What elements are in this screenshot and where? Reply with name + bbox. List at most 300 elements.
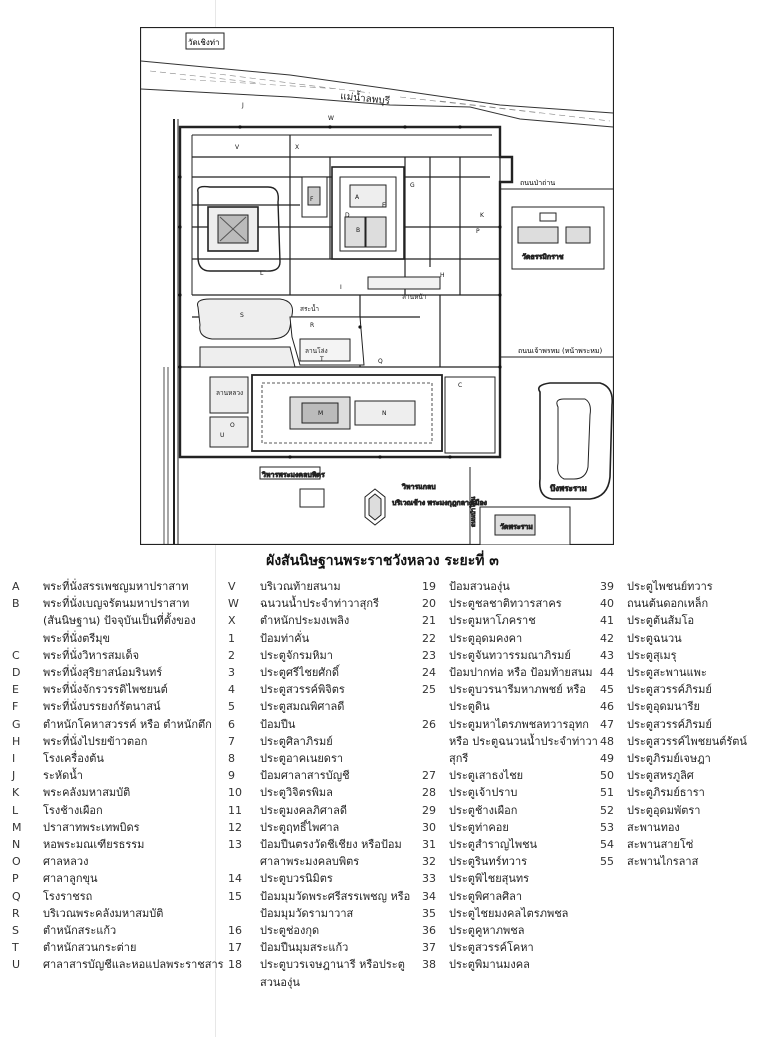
legend-item	[228, 630, 410, 647]
legend-text: ป้อมปืนตรงวัดชีเชียง หรือป้อม	[260, 838, 402, 852]
legend-text: ระหัดน้ำ	[43, 769, 83, 783]
legend-text: ประตูสวรรค์ภิรมย์	[627, 683, 712, 697]
south-enclosure	[210, 375, 495, 453]
marker-A: A	[355, 194, 360, 201]
legend-code: 7	[228, 734, 235, 748]
legend-item	[422, 870, 598, 887]
legend-item	[422, 922, 598, 939]
legend-column-1	[12, 578, 224, 974]
legend-text: ประตูบวรนารีมหาภพชย์ หรือ	[449, 683, 586, 697]
legend-item	[12, 733, 224, 750]
legend-text: ศาลาลูกขุน	[43, 872, 98, 886]
legend-code: Q	[12, 889, 21, 903]
legend-item	[228, 664, 410, 681]
legend-text: ประตูสุเมรุ	[627, 648, 677, 662]
legend-text: ประตูมงคลภิศาลดี	[260, 803, 347, 817]
marker-S: S	[240, 312, 244, 319]
wat-phra-ram-label: วัดพระราม	[500, 523, 533, 531]
marker-C: C	[458, 382, 463, 389]
legend-text: ประตูสวรรค์พิจิตร	[260, 683, 345, 697]
legend-code: 23	[422, 648, 436, 662]
legend-item-continuation	[228, 974, 410, 991]
legend-code: 22	[422, 631, 436, 645]
marker-N: N	[382, 410, 387, 417]
legend-text: ประตูจักรมหิมา	[260, 648, 333, 662]
legend-code: K	[12, 786, 20, 800]
legend-code	[228, 853, 260, 870]
legend-text: ประตูอุดมพัตรา	[627, 803, 701, 817]
legend-item	[12, 698, 224, 715]
legend-text: สะพานสายโซ่	[627, 838, 694, 852]
legend-text: พระที่นั่งวิหารสมเด็จ	[43, 648, 140, 662]
legend-text: ประตูช้างเผือก	[449, 803, 518, 817]
marker-Q: Q	[378, 358, 383, 365]
legend-code: 45	[600, 683, 614, 697]
legend-text: ประตูสหรภูลิศ	[627, 769, 694, 783]
legend-text: ถนนต้นดอกเหล็ก	[627, 597, 709, 611]
legend-item	[228, 956, 410, 973]
marker-P: P	[476, 228, 480, 235]
area-label-3: ลานหลวง	[216, 389, 244, 397]
legend-item	[12, 681, 224, 698]
legend-text: ตำหนักสวนกระต่าย	[43, 941, 137, 955]
marker-G: G	[410, 182, 415, 189]
legend-item	[600, 578, 747, 595]
legend-code: F	[12, 700, 19, 714]
legend-text: ประตูไพชนย์ทวาร	[627, 580, 713, 593]
legend-item	[422, 836, 598, 853]
legend-text: บริเวณท้ายสนาม	[260, 580, 341, 593]
marker-I: I	[340, 284, 342, 291]
legend-code: C	[12, 648, 20, 662]
marker-V: V	[235, 144, 240, 151]
legend-text: พระที่นั่งตรีมุข	[43, 631, 111, 645]
legend-item	[12, 664, 224, 681]
legend-item	[228, 612, 410, 629]
legend-text: ประตูอาคเนยดรา	[260, 752, 344, 766]
legend-code: 34	[422, 889, 436, 903]
road-pa-tong-label: ถนนป่าโทน	[470, 496, 477, 527]
legend-code: 21	[422, 614, 436, 628]
legend-text: ประตูบวรนิมิตร	[260, 872, 333, 886]
legend-code: 24	[422, 666, 436, 680]
legend-item	[12, 750, 224, 767]
legend-code: X	[228, 614, 236, 628]
legend-text: พระที่นั่งไปรยข้าวตอก	[43, 734, 148, 748]
legend-item	[422, 630, 598, 647]
legend-code: 47	[600, 717, 614, 731]
legend-item	[600, 647, 747, 664]
legend-item	[422, 784, 598, 801]
legend-text: ประตูศิลาภิรมย์	[260, 734, 333, 748]
area-label-4: ลานหน้า	[402, 293, 427, 301]
legend-code: S	[12, 924, 19, 938]
legend-code: 15	[228, 889, 242, 903]
legend-item-continuation	[228, 905, 410, 922]
legend-item	[422, 716, 598, 733]
legend-item	[600, 612, 747, 629]
legend-text: ประตูพิศาลศิลา	[449, 889, 522, 903]
marker-W: W	[328, 115, 334, 122]
pond-south	[200, 347, 295, 367]
legend-text: พระที่นั่งจักรวรรดิไพชยนต์	[43, 683, 168, 697]
legend-text: ประตูฤทธิ์ไพศาล	[260, 820, 340, 834]
legend-item	[600, 630, 747, 647]
legend-text: หรือ ประตูฉนวนน้ำประจำท่าวา	[449, 734, 598, 748]
legend-code: 16	[228, 924, 242, 938]
marker-M: M	[318, 410, 324, 417]
legend-text: ป้อมปืน	[260, 717, 296, 731]
legend-item	[228, 939, 410, 956]
legend-text: ประตูฉนวน	[627, 631, 682, 645]
legend-item	[422, 612, 598, 629]
legend-code: 40	[600, 597, 614, 611]
area-label-2: ลานโล่ง	[305, 347, 328, 355]
legend-item	[12, 853, 224, 870]
legend-item	[600, 784, 747, 801]
legend-item	[12, 905, 224, 922]
legend-code	[228, 905, 260, 922]
legend-code: 42	[600, 631, 614, 645]
legend-code: 31	[422, 838, 436, 852]
legend-item	[422, 888, 598, 905]
marker-F: F	[310, 196, 314, 203]
legend-code: 36	[422, 924, 436, 938]
legend-item	[12, 956, 224, 973]
legend-text: พระที่นั่งบรรยงก์รัตนาสน์	[43, 700, 161, 714]
legend-code: 53	[600, 820, 614, 834]
legend-code: 41	[600, 614, 614, 628]
legend-code	[12, 630, 43, 647]
legend-text: ประตูพิไชยสุนทร	[449, 872, 530, 886]
legend-column-3	[422, 578, 598, 974]
marker-E: E	[382, 202, 386, 209]
legend-code: T	[12, 941, 19, 955]
legend-item	[422, 681, 598, 698]
legend-item	[422, 939, 598, 956]
legend-item	[600, 698, 747, 715]
legend-code: 35	[422, 906, 436, 920]
legend-code: 5	[228, 700, 235, 714]
legend-item	[228, 647, 410, 664]
legend-code: 51	[600, 786, 614, 800]
legend-text: ประตูชลชาติทวารสาคร	[449, 597, 562, 611]
legend-code: 33	[422, 872, 436, 886]
legend-text: พระที่นั่งสรรเพชญมหาปราสาท	[43, 580, 189, 593]
legend-text: ประตูสะพานแพะ	[627, 666, 707, 680]
legend-code: 12	[228, 820, 242, 834]
legend-item	[600, 750, 747, 767]
legend-code: E	[12, 683, 19, 697]
legend-text: ตำหนักสระแก้ว	[43, 924, 117, 938]
legend-item-continuation	[12, 630, 224, 647]
legend-item	[12, 922, 224, 939]
legend-item	[422, 647, 598, 664]
river-label: แม่น้ำลพบุรี	[339, 91, 391, 108]
legend-code: 28	[422, 786, 436, 800]
legend-item	[422, 664, 598, 681]
legend-code	[422, 750, 449, 767]
bueng-phra-ram-label: บึงพระราม	[550, 484, 587, 493]
legend-text: ประตูภิรมย์ธารา	[627, 786, 705, 800]
legend-item	[228, 802, 410, 819]
legend-text: หอพระมณเฑียรธรรม	[43, 838, 145, 852]
legend-text: โรงเครื่องต้น	[43, 752, 104, 766]
legend-code	[422, 698, 449, 715]
legend-item	[12, 819, 224, 836]
legend-text: บริเวณพระคลังมหาสมบัติ	[43, 906, 164, 920]
map-caption: ผังสันนิษฐานพระราชวังหลวง ระยะที่ ๓	[266, 553, 499, 569]
legend-text: ประตูศรีไชยศักดิ์	[260, 666, 340, 680]
legend-text: ประตูอุดมนารีย	[627, 700, 700, 714]
road-chao-phrom-label: ถนนเจ้าพรหม (หน้าพระหม)	[518, 347, 603, 355]
legend-item	[228, 698, 410, 715]
legend-text: ประตูภิรมย์เจษฎา	[627, 752, 711, 766]
boriwen-chang-label: บริเวณช้าง พระมงกุฎกลางเมือง	[392, 499, 487, 507]
legend-item-continuation	[422, 698, 598, 715]
legend-item	[12, 595, 224, 612]
legend-text: (สันนิษฐาน) ปัจจุบันเป็นที่ตั้งของ	[43, 614, 196, 628]
legend-code: 8	[228, 752, 235, 766]
legend-item	[12, 888, 224, 905]
legend-text: ป้อมท่าคั่น	[260, 631, 310, 645]
legend-code: J	[12, 769, 16, 783]
legend-item	[228, 819, 410, 836]
wat-thammikarat-label: วัดธรรมิกราช	[522, 253, 564, 261]
legend-code: H	[12, 734, 21, 748]
legend-code	[422, 733, 449, 750]
legend-text: สุกรี	[449, 752, 469, 766]
marker-T: T	[320, 356, 324, 363]
legend-text: พระที่นั่งเบญจรัตนมหาปราสาท	[43, 597, 190, 611]
legend-code: 44	[600, 666, 614, 680]
legend-code: 4	[228, 683, 235, 697]
marker-K: K	[480, 212, 484, 219]
legend-item	[600, 733, 747, 750]
legend-text: ศาลหลวง	[43, 855, 89, 869]
legend-code: I	[12, 752, 16, 766]
legend-item	[422, 595, 598, 612]
palace-plan-map	[140, 27, 614, 545]
legend-item	[600, 802, 747, 819]
legend-text: ป้อมสวนองุ่น	[449, 580, 510, 593]
legend-text: ศาลาสารบัญชีและหอแปลพระราชสาร	[43, 958, 224, 972]
legend-code: W	[228, 597, 239, 611]
legend-text: ประตูบวรเจษฎานารี หรือประตู	[260, 958, 405, 972]
legend-item	[600, 595, 747, 612]
legend-text: ประตูจันทวารรมณาภิรมย์	[449, 648, 571, 662]
legend-code: 49	[600, 752, 614, 766]
legend-code: 46	[600, 700, 614, 714]
wat-thammikarat	[512, 207, 604, 269]
legend-code: P	[12, 872, 19, 886]
legend-text: ประตูท่าคอย	[449, 820, 509, 834]
legend-code: M	[12, 820, 22, 834]
marker-O: O	[230, 422, 235, 429]
legend-text: ประตูเสาธงไชย	[449, 769, 524, 783]
legend-text: ตำหนักประมงเพลิง	[260, 614, 350, 628]
legend-item	[422, 767, 598, 784]
legend-text: พระคลังมหาสมบัติ	[43, 786, 131, 800]
legend-item	[12, 939, 224, 956]
legend-item	[228, 784, 410, 801]
legend-code: 19	[422, 580, 436, 593]
legend-code: 55	[600, 855, 614, 869]
legend-text: ประตูสวรรค์ไพชยนต์รัตน์	[627, 734, 747, 748]
marker-R: R	[310, 322, 315, 329]
legend-item-continuation	[228, 853, 410, 870]
legend-code: A	[12, 580, 20, 593]
legend-code: 48	[600, 734, 614, 748]
legend-item	[12, 802, 224, 819]
legend-code: 54	[600, 838, 614, 852]
legend-text: ประตูรินทร์ทวาร	[449, 855, 528, 869]
legend-code: 25	[422, 683, 436, 697]
legend-code: D	[12, 666, 21, 680]
legend-item	[228, 681, 410, 698]
marker-J: J	[242, 102, 244, 109]
legend-item	[422, 905, 598, 922]
legend-text: ประตูดิน	[449, 700, 490, 714]
legend-text: ประตูไชยมงคลไตรภพชล	[449, 906, 569, 920]
legend-code: 3	[228, 666, 235, 680]
marker-D: D	[345, 212, 350, 219]
legend-item	[600, 681, 747, 698]
legend-item-continuation	[422, 733, 598, 750]
legend-item	[422, 956, 598, 973]
legend-code: 39	[600, 580, 614, 593]
marker-X: X	[295, 144, 300, 151]
wihan-lao-label: วิหารแกลบ	[402, 483, 436, 491]
legend-text: ประตูช่องกุด	[260, 924, 320, 938]
legend-item	[422, 802, 598, 819]
legend-text: ประตูเจ้าปราบ	[449, 786, 518, 800]
legend-text: ประตูสมณพิศาลดี	[260, 700, 345, 714]
legend-code: 50	[600, 769, 614, 783]
legend-text: สวนองุ่น	[260, 975, 300, 989]
legend-item	[12, 767, 224, 784]
legend-text: โรงราชรถ	[43, 889, 93, 903]
legend-code: 6	[228, 717, 235, 731]
legend-text: ประตูสวรรค์ภิรมย์	[627, 717, 712, 731]
legend-text: ปราสาทพระเทพบิดร	[43, 820, 140, 834]
legend-text: ประตูอุดมคงคา	[449, 631, 523, 645]
legend-item	[228, 836, 410, 853]
marker-B: B	[356, 227, 361, 234]
legend-code: 10	[228, 786, 242, 800]
legend-text: ตำหนักโคหาสวรรค์ หรือ ตำหนักตึก	[43, 717, 212, 731]
legend-text: ประตูต้นส้มโอ	[627, 614, 695, 628]
legend-item	[228, 578, 410, 595]
legend-item	[600, 767, 747, 784]
legend-item	[600, 836, 747, 853]
legend-code: 14	[228, 872, 242, 886]
legend-code: 11	[228, 803, 242, 817]
legend-code: L	[12, 803, 19, 817]
legend-text: ประตูสำราญไพชน	[449, 838, 538, 852]
legend-code: 9	[228, 769, 235, 783]
legend-code: 18	[228, 958, 242, 972]
legend-code: 29	[422, 803, 436, 817]
legend-code: 13	[228, 838, 242, 852]
legend-code: 1	[228, 631, 235, 645]
legend-item-continuation	[12, 612, 224, 629]
legend-text: ประตูพิมานมงคล	[449, 958, 530, 972]
legend-code: 32	[422, 855, 436, 869]
legend-code: G	[12, 717, 21, 731]
legend-item	[12, 784, 224, 801]
legend-item	[12, 836, 224, 853]
legend-text: โรงช้างเผือก	[43, 803, 103, 817]
legend-text: สะพานทอง	[627, 820, 680, 834]
legend-item	[12, 716, 224, 733]
legend-item-continuation	[422, 750, 598, 767]
legend-item	[600, 853, 747, 870]
legend-text: ป้อมปากท่อ หรือ ป้อมท้ายสนม	[449, 666, 593, 680]
legend-code: 20	[422, 597, 436, 611]
legend-text: ป้อมมุมวัดรามาวาส	[260, 906, 354, 920]
legend-text: ประตูมหาโภคราช	[449, 614, 536, 628]
marker-L: L	[260, 270, 264, 277]
legend-text: ประตูสวรรค์โคหา	[449, 941, 534, 955]
legend-text: ป้อมศาลาสารบัญชี	[260, 769, 350, 783]
legend-text: ฉนวนน้ำประจำท่าวาสุกรี	[260, 597, 379, 611]
legend-item	[228, 716, 410, 733]
legend-item	[228, 767, 410, 784]
legend-text: ศาลาพระมงคลบพิตร	[260, 855, 360, 869]
legend-code: V	[228, 580, 236, 593]
legend-item	[600, 664, 747, 681]
legend-item	[228, 888, 410, 905]
legend-item	[228, 733, 410, 750]
legend-item	[422, 578, 598, 595]
legend-text: ป้อมมุมวัดพระศรีสรรเพชญ หรือ	[260, 889, 411, 903]
legend-item	[12, 647, 224, 664]
legend-code: R	[12, 906, 20, 920]
bueng-phra-ram	[539, 383, 613, 499]
legend-code: B	[12, 597, 20, 611]
legend-code: 26	[422, 717, 436, 731]
legend-column-4	[600, 578, 747, 870]
legend-code: 38	[422, 958, 436, 972]
legend-item	[422, 819, 598, 836]
legend-text: ประตูคูหาภพชล	[449, 924, 525, 938]
marker-H: H	[440, 272, 445, 279]
legend-item	[228, 750, 410, 767]
legend-text: ประตูวิจิตรพิมล	[260, 786, 333, 800]
road-pa-than-label: ถนนป่าถ่าน	[520, 179, 556, 187]
legend-item	[228, 870, 410, 887]
legend-code: 43	[600, 648, 614, 662]
legend-column-2	[228, 578, 410, 991]
legend-code: 27	[422, 769, 436, 783]
legend-item	[600, 716, 747, 733]
legend-text: ป้อมปืนมุมสระแก้ว	[260, 941, 349, 955]
area-label-1: สระน้ำ	[300, 305, 320, 313]
legend-item	[12, 578, 224, 595]
legend-item	[228, 595, 410, 612]
wat-choeng-tha-label: วัดเชิงท่า	[188, 38, 220, 47]
wat-phra-mongkhon-label: วิหารพระมงคลบพิตร	[262, 471, 325, 479]
legend-text: สะพานไกรลาส	[627, 855, 699, 869]
pond-north	[198, 299, 293, 339]
legend-code: 37	[422, 941, 436, 955]
legend-code: 52	[600, 803, 614, 817]
legend-text: พระที่นั่งสุริยาสน์อมรินทร์	[43, 666, 163, 680]
legend-code	[228, 974, 260, 991]
legend-item	[600, 819, 747, 836]
legend-code	[12, 612, 43, 629]
